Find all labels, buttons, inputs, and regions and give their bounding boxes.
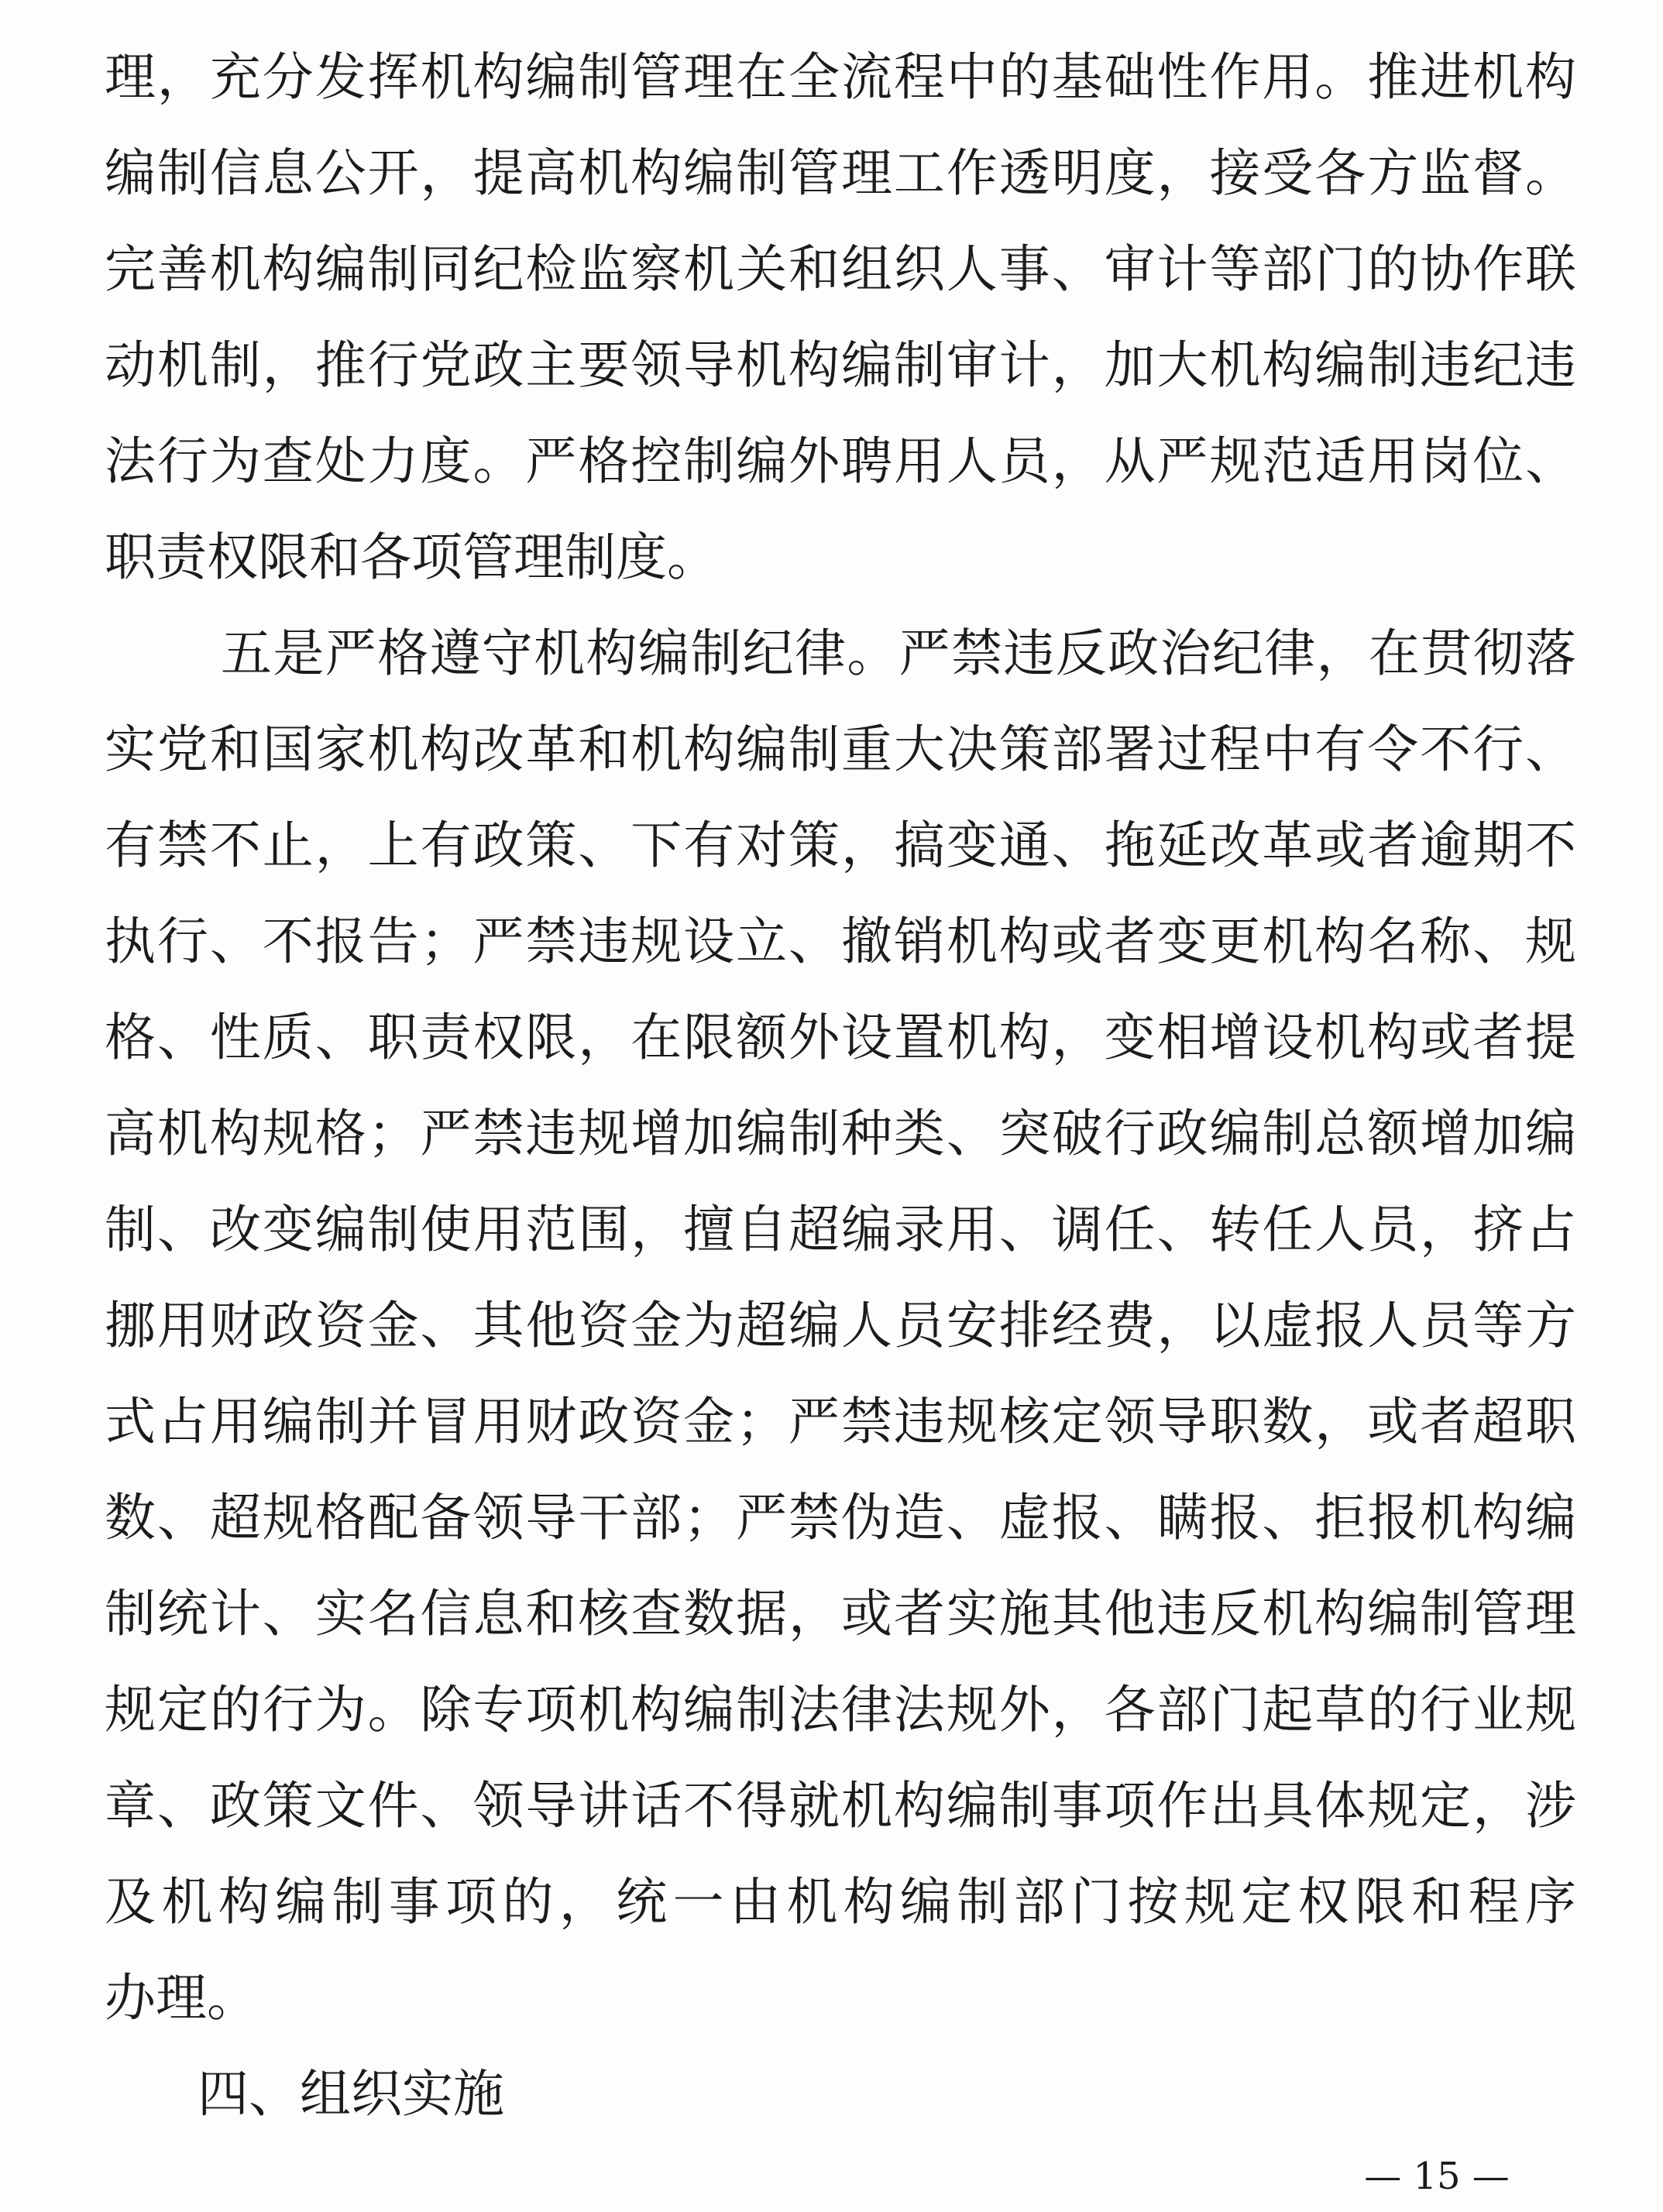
- paragraph-line: 数、超规格配备领导干部；严禁伪造、虚报、瞒报、拒报机构编: [105, 1488, 1576, 1547]
- paragraph-line: 制统计、实名信息和核查数据，或者实施其他违反机构编制管理: [105, 1584, 1576, 1644]
- section-heading: 四、组织实施: [198, 2064, 504, 2124]
- paragraph-line: 理，充分发挥机构编制管理在全流程中的基础性作用。推进机构: [105, 47, 1576, 107]
- paragraph-line: 五是严格遵守机构编制纪律。严禁违反政治纪律，在贯彻落: [221, 623, 1576, 683]
- paragraph-line: 规定的行为。除专项机构编制法律法规外，各部门起草的行业规: [105, 1680, 1576, 1740]
- paragraph-line: 制、改变编制使用范围，擅自超编录用、调任、转任人员，挤占: [105, 1200, 1576, 1259]
- paragraph-line: 执行、不报告；严禁违规设立、撤销机构或者变更机构名称、规: [105, 912, 1576, 971]
- paragraph-line: 章、政策文件、领导讲话不得就机构编制事项作出具体规定，涉: [105, 1776, 1576, 1836]
- paragraph-line: 法行为查处力度。严格控制编外聘用人员，从严规范适用岗位、: [105, 431, 1576, 491]
- paragraph-line: 办理。: [105, 1968, 258, 2028]
- paragraph-line: 职责权限和各项管理制度。: [105, 527, 718, 587]
- paragraph-line: 式占用编制并冒用财政资金；严禁违规核定领导职数，或者超职: [105, 1392, 1576, 1451]
- paragraph-line: 动机制，推行党政主要领导机构编制审计，加大机构编制违纪违: [105, 335, 1576, 395]
- paragraph-line: 有禁不止，上有政策、下有对策，搞变通、拖延改革或者逾期不: [105, 816, 1576, 875]
- paragraph-line: 完善机构编制同纪检监察机关和组织人事、审计等部门的协作联: [105, 239, 1576, 299]
- body-text: [105, 29, 1576, 2142]
- page-number: — 15 —: [1364, 2155, 1510, 2198]
- paragraph-line: 编制信息公开，提高机构编制管理工作透明度，接受各方监督。: [105, 143, 1576, 203]
- paragraph-line: 格、性质、职责权限，在限额外设置机构，变相增设机构或者提: [105, 1008, 1576, 1067]
- paragraph-line: 实党和国家机构改革和机构编制重大决策部署过程中有令不行、: [105, 720, 1576, 779]
- paragraph-line: 挪用财政资金、其他资金为超编人员安排经费，以虚报人员等方: [105, 1296, 1576, 1355]
- paragraph-line: 及机构编制事项的，统一由机构编制部门按规定权限和程序: [105, 1872, 1576, 1932]
- paragraph-line: 高机构规格；严禁违规增加编制种类、突破行政编制总额增加编: [105, 1104, 1576, 1163]
